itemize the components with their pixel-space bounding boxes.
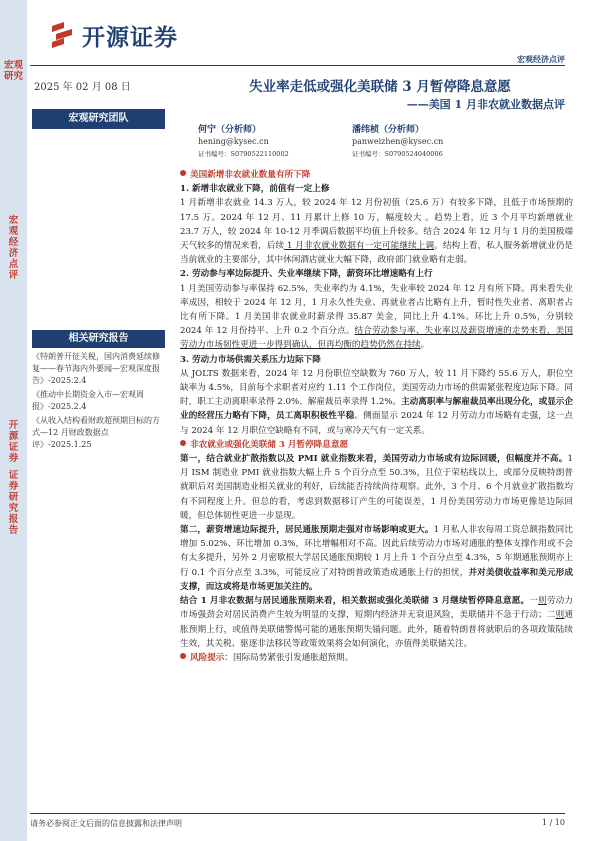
- bullet-icon: [180, 170, 186, 176]
- section-heading: [180, 168, 573, 182]
- company-name: 开源证券: [82, 24, 178, 51]
- related-reports-list: [32, 351, 165, 453]
- subheading: 1. 新增非农就业下降，前值有一定上修: [180, 184, 330, 195]
- strip-label-company: 开 源 证 券: [8, 420, 19, 464]
- text: 1 月私人非农每周工资总额指数同比增加 5.02%、环比增加 0.3%，环比增幅相对不高。因此后续劳动力市场对通胀的整体支撑作用或不会有太多提升，另外 2 月密歇根大学居民通胀预期较 1 月上升 1 个百分点至 4.3%，5 年期通胀预期亦上行 0.1 个百分点至 3.3%，可能反应了对特朗普政策造成通胀上行的担忧，: [180, 525, 573, 578]
- report-subtitle: ——美国 1 月非农就业数据点评: [406, 98, 565, 111]
- analyst-card: [198, 124, 289, 160]
- text: 。: [420, 340, 430, 351]
- analyst-name: 何宁（分析师）: [198, 125, 262, 135]
- page-number: 1 / 10: [541, 818, 565, 827]
- strip-label-research-report: 证 券 研 究 报 告: [8, 470, 19, 536]
- paragraph: [180, 367, 573, 438]
- report-title: 失业率走低或强化美联储 3 月暂停降息意愿: [249, 79, 511, 95]
- analyst-name: 潘纬桢（分析师）: [352, 125, 425, 135]
- text: 通胀预期上行，或值得美联储警惕可能的通胀预期失锚问题。此外，随着特朗普将就职后的各项政策陆续生效，其关税、驱逐非法移民等政策效果将会如何演化，亦值得美联储关注。: [180, 610, 573, 649]
- analyst-cert: 证书编号：S0790522110002: [198, 150, 289, 158]
- underlined-text: 1 月非农就业数据有一定可能继续上调: [284, 241, 435, 252]
- section-heading: [180, 438, 573, 452]
- subheading: 3. 劳动力市场供需关系压力边际下降: [180, 354, 321, 365]
- text: 从 JOLTS 数据来看，2024 年 12 月份职位空缺数为 760 万人，较 11 月下降约 55.6 万人，职位空缺率为 4.5%，目前每个求职者对应约 1.11 个工作岗位，美国劳动力市场的供需紧张程度边际下降。同时，职工主动离职率录得 2.0%、解雇裁员率录得 1.2%。: [180, 368, 573, 408]
- paragraph: [180, 452, 573, 523]
- bold-text: 主动离职率与解雇裁员率出现分化，或显示企业的经营压力略有下降，员工离职积极性平稳: [180, 397, 573, 422]
- bold-text: 并对美债收益率和美元形成支撑，而这或将是市场更加关注的。: [180, 567, 573, 592]
- bold-text: 结合 1 月非农数据与居民通胀预期来看，相关数据或强化美联储 3 月继续暂停降息意愿。: [180, 596, 530, 607]
- text: 1 月美国劳动参与率保持 62.5%，失业率约为 4.1%，失业率较 2024 年 12 月有所下降。再来看失业率成因，相较于 2024 年 12 月，1 月永久性失业、再就业者占比略有上升，暂时性失业者、离职者占比有所下降。1 月美国非农就业时薪录得 35.87 美金，同比上升 4.1%。环比上升 0.5%，分别较 2024 年 12 月份持平、上升 0.2 个百分点。: [180, 283, 573, 337]
- subheading: 2. 劳动参与率边际提升、失业率继续下降，薪资环比增速略有上行: [180, 269, 433, 280]
- section-title: 美国新增非农就业数量有所下降: [190, 170, 311, 180]
- paragraph: [180, 594, 573, 651]
- analyst-card: [352, 124, 443, 160]
- text: 1 月新增非农就业 14.3 万人，较 2024 年 12 月份初值（25.6 万）有较多下降，且低于市场预期的 17.5 万。2024 年 12 月、11 月累计上修 10 万，幅度较大 。趋势上看，近 3 个月平均新增就业 23.7 万人，较 2024 年 10-12 月季调后数据平均值上升较多。结合 2024 年 12 月与 1 月的美国极端天气较多的情况来看，后续: [180, 198, 573, 252]
- logo-icon: [50, 20, 76, 50]
- analyst-cert: 证书编号：S0790524040006: [352, 150, 443, 158]
- text: 。侧面显示 2024 年 12 月劳动力市场略有走强，这一点与 2024 年 12 月职位空缺略有不同，或与寒冷天气有一定关系。: [180, 411, 573, 436]
- analyst-email[interactable]: hening@kysec.cn: [198, 137, 269, 146]
- paragraph: [180, 282, 573, 353]
- report-date: 2025 年 02 月 08 日: [34, 82, 131, 93]
- team-label: 宏观研究团队: [32, 109, 165, 129]
- paragraph: [180, 196, 573, 267]
- side-strip: [0, 0, 27, 841]
- related-report-item[interactable]: 《推动中长期资金入市—宏观周报》-2025.2.4: [32, 390, 144, 411]
- bullet-icon: [180, 653, 186, 659]
- text: 一: [529, 596, 539, 607]
- section-title: 非农就业或强化美联储 3 月暂停降息意愿: [190, 439, 349, 450]
- underlined-text: 则: [555, 610, 565, 621]
- company-logo: [50, 18, 178, 52]
- related-reports-label: 相关研究报告: [32, 330, 165, 348]
- report-body: [180, 168, 573, 665]
- bold-text: 第二，薪资增速边际提升，居民通胀预期走强对市场影响或更大。: [180, 525, 434, 536]
- header-rule: [30, 65, 565, 66]
- analyst-email[interactable]: panweizhen@kysec.cn: [352, 137, 444, 146]
- text: 1 月 ISM 制造业 PMI 就业指数大幅上升 5 个百分点至 50.3%，且位于荣枯线以上，或部分反映特朗普就职后对美国制造业相关就业的利好，后续能否持续尚待观察。此外，3 个月、6 个月就业扩散指数均有不同程度上升。但总的看，考虑到数据移订产生的可能误差，1 月份美国劳动力市场更像是边际回暖，但总体韧性更进一步显现。: [180, 454, 573, 521]
- risk-warning: [180, 651, 573, 665]
- bullet-icon: [180, 440, 186, 446]
- text: 。结构上看，私人服务新增就业仍是当前就业的主要部分，其中休闲酒店就业大幅下降，政府部门就业略有走弱。: [180, 241, 573, 266]
- footer-rule: [30, 813, 565, 814]
- footer-disclaimer: 请务必参阅正文后面的信息披露和法律声明: [30, 819, 182, 828]
- paragraph: [180, 523, 573, 594]
- related-report-item[interactable]: 《从收入结构看财政超预期目标的方式—12 月财政数据点评》-2025.1.25: [32, 416, 160, 449]
- related-report-item[interactable]: 《特朗普开征关税，国内消费延续修复——春节海内外要闻—宏观深度报告》-2025.2.4: [32, 352, 160, 385]
- risk-text: 国际局势紧张引发通胀超预期。: [232, 652, 354, 663]
- underlined-text: 结合劳动参与率、失业率以及薪资增速的走势来看，美国劳动力市场韧性更进一步得到确认，但再均衡的趋势仍然在持续: [180, 326, 573, 351]
- bold-text: 第一，结合就业扩散指数以及 PMI 就业指数来看，美国劳动力市场或有边际回暖，但幅度并不高。: [180, 454, 568, 465]
- strip-label-macro-review: 宏 观 经 济 点 评: [8, 215, 19, 281]
- report-category: 宏观经济点评: [517, 55, 565, 64]
- text: 劳动力市场强劲会对居民消费产生较为明显的支撑，短期内经济并无衰退风险，美联储并不急于行动；二: [180, 596, 573, 621]
- strip-label-macro-research: 宏观 研究: [3, 60, 23, 82]
- underlined-text: 则: [538, 596, 547, 607]
- risk-label: 风险提示：: [190, 652, 233, 663]
